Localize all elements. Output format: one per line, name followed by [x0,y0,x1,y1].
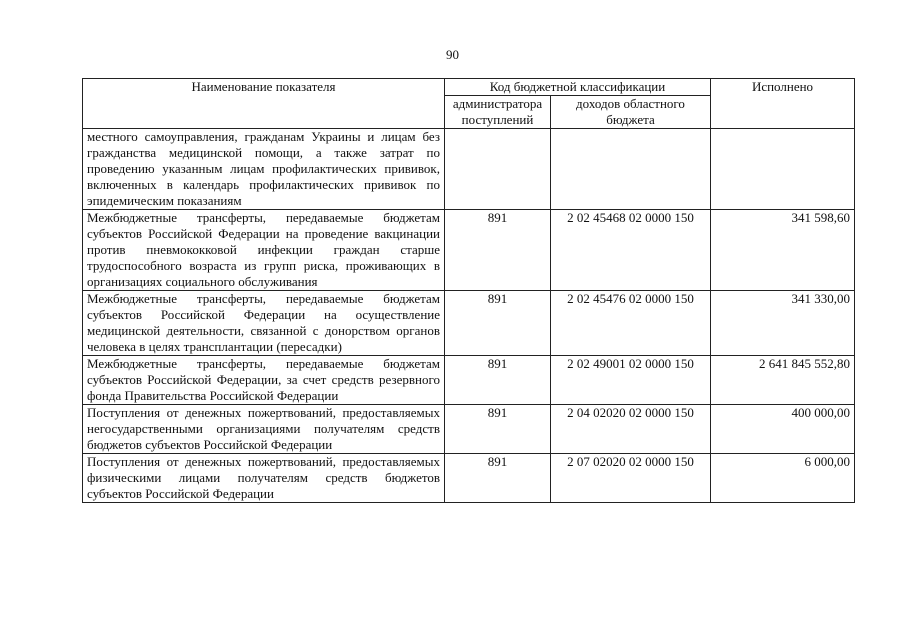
row-indicator-name: местного самоуправления, гражданам Украины и лицам без гражданства медицинской помощи, а также затрат по проведению указанным лицам профилактических прививок, включенных в календарь профилактических прививок по эпидемическим показаниям [83,129,445,210]
row-income-code [551,129,711,210]
row-administrator-code: 891 [445,454,551,503]
row-executed-amount: 341 330,00 [711,291,855,356]
row-executed-amount: 2 641 845 552,80 [711,356,855,405]
table-row [83,210,855,291]
table-row [83,405,855,454]
row-administrator-code: 891 [445,405,551,454]
budget-revenue-table [82,78,855,503]
row-income-code: 2 02 45468 02 0000 150 [551,210,711,291]
header-executed: Исполнено [711,79,855,129]
row-indicator-name: Межбюджетные трансферты, передаваемые бюджетам субъектов Российской Федерации, за счет средств резервного фонда Правительства Российской Федерации [83,356,445,405]
row-administrator-code: 891 [445,291,551,356]
row-executed-amount: 6 000,00 [711,454,855,503]
header-regional-budget-income: доходов областного бюджета [551,96,711,129]
row-indicator-name: Поступления от денежных пожертвований, предоставляемых негосударственными организациями получателям средств бюджетов субъектов Российской Федерации [83,405,445,454]
row-income-code: 2 02 49001 02 0000 150 [551,356,711,405]
table-row [83,291,855,356]
page-number: 90 [446,47,459,62]
table-row [83,454,855,503]
row-executed-amount [711,129,855,210]
header-budget-classification-code: Код бюджетной классификации [445,79,711,96]
row-indicator-name: Поступления от денежных пожертвований, предоставляемых физическими лицами получателям средств бюджетов субъектов Российской Федерации [83,454,445,503]
row-indicator-name: Межбюджетные трансферты, передаваемые бюджетам субъектов Российской Федерации на осуществление медицинской деятельности, связанной с донорством органов человека в целях трансплантации (пересадки) [83,291,445,356]
header-administrator: администратора поступлений [445,96,551,129]
table-row [83,129,855,210]
row-income-code: 2 07 02020 02 0000 150 [551,454,711,503]
row-administrator-code [445,129,551,210]
row-administrator-code: 891 [445,356,551,405]
header-indicator-name: Наименование показателя [83,79,445,129]
table-row [83,356,855,405]
row-income-code: 2 04 02020 02 0000 150 [551,405,711,454]
row-executed-amount: 341 598,60 [711,210,855,291]
row-income-code: 2 02 45476 02 0000 150 [551,291,711,356]
row-administrator-code: 891 [445,210,551,291]
row-indicator-name: Межбюджетные трансферты, передаваемые бюджетам субъектов Российской Федерации на проведение вакцинации против пневмококковой инфекции граждан старше трудоспособного возраста из групп риска, проживающих в организациях социального обслуживания [83,210,445,291]
row-executed-amount: 400 000,00 [711,405,855,454]
